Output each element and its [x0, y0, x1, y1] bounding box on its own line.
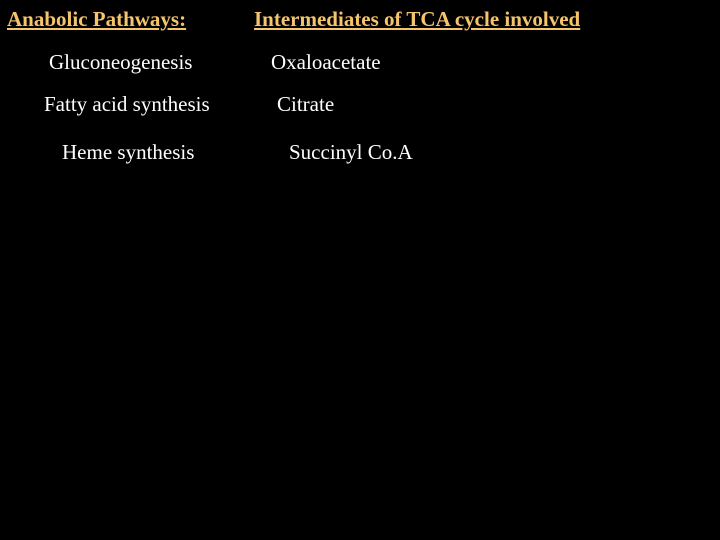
header-anabolic-pathways: Anabolic Pathways:: [7, 7, 187, 31]
pathway-fatty-acid-synthesis: Fatty acid synthesis: [44, 92, 210, 116]
intermediate-oxaloacetate: Oxaloacetate: [271, 50, 381, 74]
header-tca-intermediates: Intermediates of TCA cycle involved: [254, 7, 581, 31]
pathway-heme-synthesis: Heme synthesis: [62, 140, 195, 164]
pathway-gluconeogenesis: Gluconeogenesis: [49, 50, 193, 74]
intermediate-citrate: Citrate: [277, 92, 335, 116]
intermediate-succinyl-coa: Succinyl Co.A: [289, 140, 413, 164]
